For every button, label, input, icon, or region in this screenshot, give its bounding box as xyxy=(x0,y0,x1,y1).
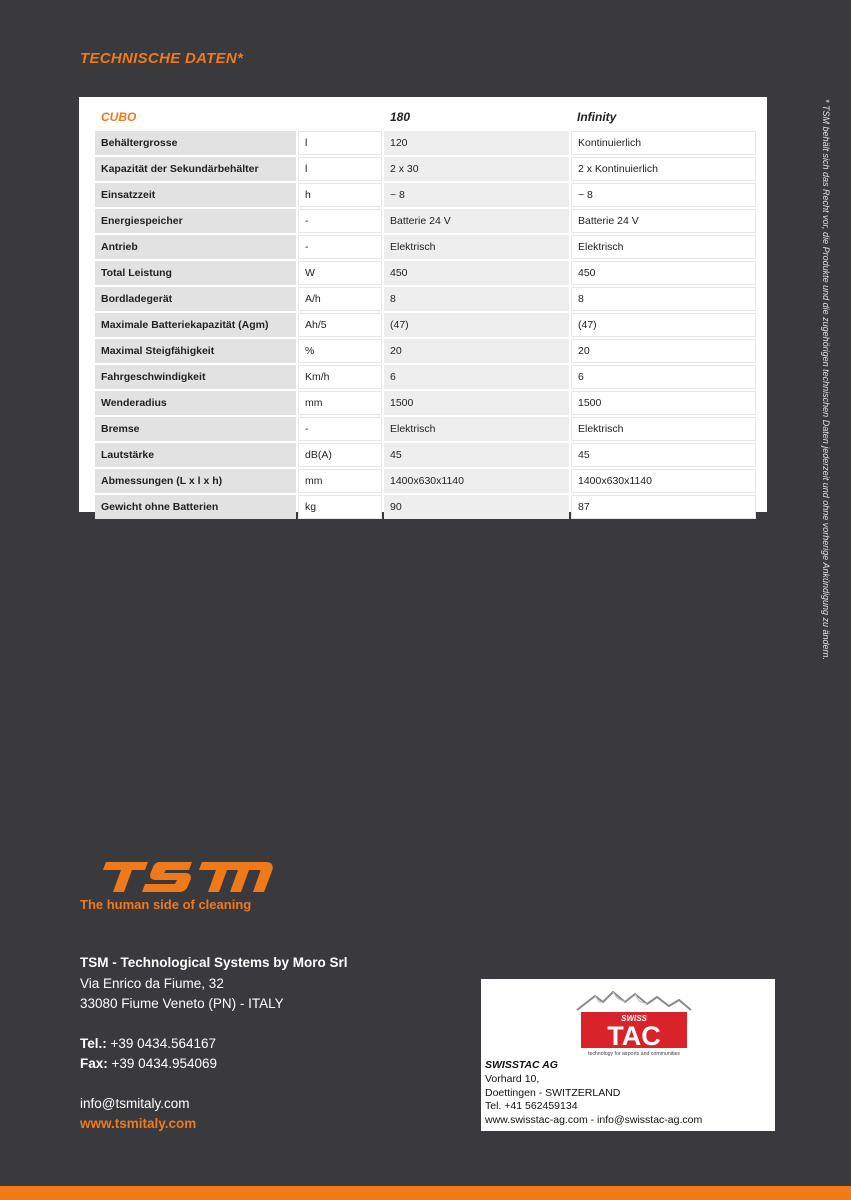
spec-value-180: (47) xyxy=(384,313,569,337)
company-name: TSM - Technological Systems by Moro Srl xyxy=(80,955,348,970)
spec-value-infinity: 1400x630x1140 xyxy=(571,469,756,493)
header-variant-180: 180 xyxy=(390,110,411,124)
company-fax xyxy=(80,1054,348,1075)
swisstac-logo-tac: TAC xyxy=(607,1021,661,1051)
fax-value: +39 0434.954069 xyxy=(111,1056,218,1071)
partner-box xyxy=(481,979,775,1131)
spec-value-180: Elektrisch xyxy=(384,417,569,441)
spec-value-infinity: Kontinuierlich xyxy=(571,131,756,155)
spec-value-infinity: 6 xyxy=(571,365,756,389)
spec-property: Abmessungen (L x l x h) xyxy=(95,469,296,493)
spec-property: Wenderadius xyxy=(95,391,296,415)
spec-value-180: 120 xyxy=(384,131,569,155)
spec-property: Maximale Batteriekapazität (Agm) xyxy=(95,313,296,337)
table-row xyxy=(95,157,756,181)
table-row xyxy=(95,469,756,493)
tsm-logo xyxy=(96,860,276,899)
spec-unit: mm xyxy=(298,391,382,415)
spec-unit: - xyxy=(298,417,382,441)
bottom-accent-bar xyxy=(0,1186,851,1200)
spec-value-180: 8 xyxy=(384,287,569,311)
spec-value-180: 1400x630x1140 xyxy=(384,469,569,493)
swisstac-logo-mark xyxy=(573,988,697,1056)
table-row xyxy=(95,417,756,441)
spec-value-180: 450 xyxy=(384,261,569,285)
fax-label: Fax: xyxy=(80,1056,108,1071)
spec-value-infinity: 8 xyxy=(571,287,756,311)
spec-unit: l xyxy=(298,157,382,181)
spec-property: Behältergrosse xyxy=(95,131,296,155)
partner-name: SWISSTAC AG xyxy=(485,1059,558,1071)
spec-value-180: ~ 8 xyxy=(384,183,569,207)
spec-unit: - xyxy=(298,209,382,233)
spec-value-infinity: 87 xyxy=(571,495,756,519)
swisstac-logo xyxy=(573,988,697,1061)
spec-value-infinity: 2 x Kontinuierlich xyxy=(571,157,756,181)
spec-property: Gewicht ohne Batterien xyxy=(95,495,296,519)
table-row xyxy=(95,131,756,155)
partner-street: Vorhard 10, xyxy=(485,1072,540,1085)
spec-property: Fahrgeschwindigkeit xyxy=(95,365,296,389)
spec-value-180: 90 xyxy=(384,495,569,519)
table-row xyxy=(95,235,756,259)
spec-unit: kg xyxy=(298,495,382,519)
spec-value-180: 6 xyxy=(384,365,569,389)
spec-unit: Ah/5 xyxy=(298,313,382,337)
company-website-link[interactable]: www.tsmitaly.com xyxy=(80,1116,197,1131)
spec-value-180: 2 x 30 xyxy=(384,157,569,181)
section-title: TECHNISCHE DATEN* xyxy=(80,50,244,67)
spec-unit: - xyxy=(298,235,382,259)
table-header-row xyxy=(95,106,756,129)
spec-value-infinity: 1500 xyxy=(571,391,756,415)
tagline: The human side of cleaning xyxy=(80,897,252,912)
spec-property: Lautstärke xyxy=(95,443,296,467)
spec-unit: mm xyxy=(298,469,382,493)
spec-table xyxy=(93,104,758,521)
table-row xyxy=(95,391,756,415)
disclaimer-note: * TSM behält sich das Recht vor, die Produkte und die zugehörigen technischen Daten jederzeit und ohne vorherige Ankündigung zu ändern. xyxy=(821,99,831,661)
spec-value-180: Elektrisch xyxy=(384,235,569,259)
table-row xyxy=(95,313,756,337)
spec-property: Energiespeicher xyxy=(95,209,296,233)
swisstac-logo-swiss: SWISS xyxy=(621,1014,647,1023)
table-row xyxy=(95,339,756,363)
company-tel xyxy=(80,1034,348,1055)
spec-unit: A/h xyxy=(298,287,382,311)
spec-property: Bordladegerät xyxy=(95,287,296,311)
company-email-link[interactable]: info@tsmitaly.com xyxy=(80,1095,190,1111)
company-contact-block xyxy=(80,953,348,1135)
spec-unit: dB(A) xyxy=(298,443,382,467)
spec-property: Bremse xyxy=(95,417,296,441)
spec-value-infinity: 20 xyxy=(571,339,756,363)
spec-property: Maximal Steigfähigkeit xyxy=(95,339,296,363)
company-address-line2: 33080 Fiume Veneto (PN) - ITALY xyxy=(80,996,284,1011)
company-address-line1: Via Enrico da Fiume, 32 xyxy=(80,975,224,991)
spec-unit: % xyxy=(298,339,382,363)
table-row xyxy=(95,495,756,519)
spec-value-infinity: 45 xyxy=(571,443,756,467)
table-row xyxy=(95,209,756,233)
tel-value: +39 0434.564167 xyxy=(110,1035,216,1051)
partner-city: Doettingen - SWITZERLAND xyxy=(485,1086,621,1099)
table-row xyxy=(95,443,756,467)
spec-unit: Km/h xyxy=(298,365,382,389)
spec-value-180: 45 xyxy=(384,443,569,467)
spec-table-card xyxy=(79,97,767,512)
header-variant-infinity: Infinity xyxy=(577,110,617,124)
spec-value-180: 1500 xyxy=(384,391,569,415)
partner-web-email[interactable]: www.swisstac-ag.com - info@swisstac-ag.com xyxy=(485,1114,703,1127)
spec-property: Einsatzzeit xyxy=(95,183,296,207)
spec-value-infinity: 450 xyxy=(571,261,756,285)
spec-unit: W xyxy=(298,261,382,285)
partner-tel: Tel. +41 562459134 xyxy=(485,1100,578,1113)
spec-value-infinity: Elektrisch xyxy=(571,235,756,259)
spec-value-180: 20 xyxy=(384,339,569,363)
table-row xyxy=(95,183,756,207)
table-row xyxy=(95,287,756,311)
spec-unit: l xyxy=(298,131,382,155)
tsm-logo-mark xyxy=(96,860,276,894)
spec-value-infinity: Batterie 24 V xyxy=(571,209,756,233)
spec-property: Total Leistung xyxy=(95,261,296,285)
swisstac-logo-slogan: technology for airports and communities xyxy=(588,1051,680,1056)
partner-address xyxy=(485,1059,702,1128)
tel-label: Tel.: xyxy=(80,1035,107,1051)
spec-unit: h xyxy=(298,183,382,207)
table-row xyxy=(95,261,756,285)
spec-value-infinity: (47) xyxy=(571,313,756,337)
spec-value-infinity: ~ 8 xyxy=(571,183,756,207)
header-unit xyxy=(298,106,382,129)
table-row xyxy=(95,365,756,389)
spec-value-180: Batterie 24 V xyxy=(384,209,569,233)
header-model: CUBO xyxy=(101,110,137,124)
spec-value-infinity: Elektrisch xyxy=(571,417,756,441)
spec-property: Antrieb xyxy=(95,235,296,259)
spec-property: Kapazität der Sekundärbehälter xyxy=(95,157,296,181)
